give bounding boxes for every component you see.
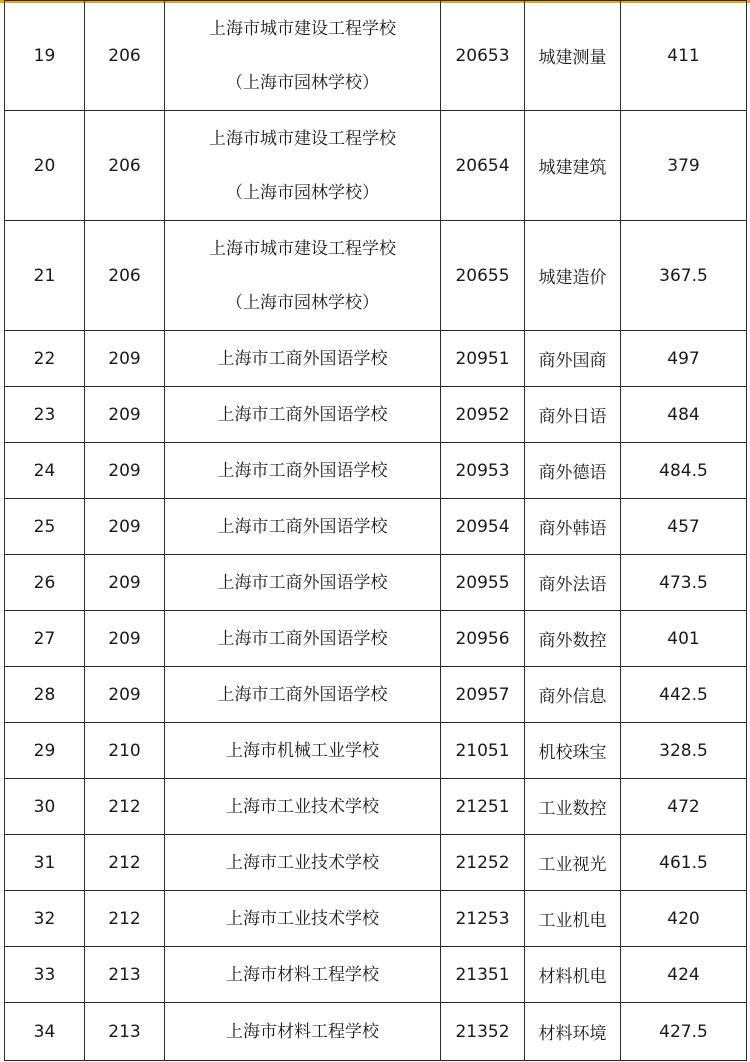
school-name-line: 上海市机械工业学校 xyxy=(226,740,379,761)
table-row xyxy=(5,221,747,331)
table-row xyxy=(5,331,747,387)
row-index-cell: 22 xyxy=(5,331,85,387)
cutoff-score-cell: 484.5 xyxy=(621,443,747,499)
school-name-cell xyxy=(165,1003,441,1061)
school-code-cell: 212 xyxy=(85,835,165,891)
cutoff-score-cell: 442.5 xyxy=(621,667,747,723)
table-row xyxy=(5,891,747,947)
school-code-cell: 209 xyxy=(85,331,165,387)
row-index-cell: 31 xyxy=(5,835,85,891)
school-name-line: 上海市工业技术学校 xyxy=(226,852,379,873)
row-index-cell: 24 xyxy=(5,443,85,499)
row-index-cell: 26 xyxy=(5,555,85,611)
major-name-cell: 城建建筑 xyxy=(525,111,621,221)
school-name-cell xyxy=(165,1,441,111)
school-name-cell xyxy=(165,947,441,1003)
major-code-cell: 21251 xyxy=(441,779,525,835)
major-code-cell: 21253 xyxy=(441,891,525,947)
row-index-cell: 30 xyxy=(5,779,85,835)
cutoff-score-cell: 367.5 xyxy=(621,221,747,331)
major-code-cell: 21351 xyxy=(441,947,525,1003)
table-row xyxy=(5,1,747,111)
school-name-cell xyxy=(165,221,441,331)
row-index-cell: 27 xyxy=(5,611,85,667)
school-name-line: 上海市材料工程学校 xyxy=(226,1021,379,1042)
school-code-cell: 206 xyxy=(85,111,165,221)
table-row xyxy=(5,779,747,835)
major-code-cell: 20956 xyxy=(441,611,525,667)
school-name-line: 上海市工商外国语学校 xyxy=(217,348,388,369)
school-code-cell: 209 xyxy=(85,387,165,443)
row-index-cell: 25 xyxy=(5,499,85,555)
school-name-cell xyxy=(165,611,441,667)
cutoff-score-cell: 379 xyxy=(621,111,747,221)
major-code-cell: 21352 xyxy=(441,1003,525,1061)
school-code-cell: 206 xyxy=(85,221,165,331)
school-code-cell: 209 xyxy=(85,667,165,723)
school-alias-line: （上海市园林学校） xyxy=(226,292,379,313)
admission-scores-table xyxy=(4,0,747,1061)
major-code-cell: 20952 xyxy=(441,387,525,443)
major-name-cell: 商外日语 xyxy=(525,387,621,443)
cutoff-score-cell: 484 xyxy=(621,387,747,443)
row-index-cell: 32 xyxy=(5,891,85,947)
school-name-line: 上海市工业技术学校 xyxy=(226,796,379,817)
row-index-cell: 21 xyxy=(5,221,85,331)
school-name-line: 上海市工商外国语学校 xyxy=(217,572,388,593)
major-code-cell: 20954 xyxy=(441,499,525,555)
table-row xyxy=(5,723,747,779)
school-code-cell: 209 xyxy=(85,443,165,499)
cutoff-score-cell: 457 xyxy=(621,499,747,555)
cutoff-score-cell: 473.5 xyxy=(621,555,747,611)
cutoff-score-cell: 497 xyxy=(621,331,747,387)
major-name-cell: 工业视光 xyxy=(525,835,621,891)
table-row xyxy=(5,947,747,1003)
school-name-cell xyxy=(165,891,441,947)
major-code-cell: 21252 xyxy=(441,835,525,891)
cutoff-score-cell: 420 xyxy=(621,891,747,947)
row-index-cell: 33 xyxy=(5,947,85,1003)
cutoff-score-cell: 427.5 xyxy=(621,1003,747,1061)
school-name-line: 上海市工业技术学校 xyxy=(226,908,379,929)
school-code-cell: 213 xyxy=(85,1003,165,1061)
table-row xyxy=(5,111,747,221)
major-code-cell: 20654 xyxy=(441,111,525,221)
major-name-cell: 工业机电 xyxy=(525,891,621,947)
major-code-cell: 20653 xyxy=(441,1,525,111)
row-index-cell: 19 xyxy=(5,1,85,111)
school-name-line: 上海市材料工程学校 xyxy=(226,964,379,985)
cutoff-score-cell: 401 xyxy=(621,611,747,667)
major-name-cell: 材料环境 xyxy=(525,1003,621,1061)
school-code-cell: 206 xyxy=(85,1,165,111)
row-index-cell: 28 xyxy=(5,667,85,723)
school-name-line: 上海市城市建设工程学校 xyxy=(209,128,396,149)
row-index-cell: 20 xyxy=(5,111,85,221)
school-name-cell xyxy=(165,111,441,221)
major-name-cell: 城建测量 xyxy=(525,1,621,111)
school-code-cell: 209 xyxy=(85,611,165,667)
major-name-cell: 材料机电 xyxy=(525,947,621,1003)
major-code-cell: 20957 xyxy=(441,667,525,723)
table-row xyxy=(5,611,747,667)
school-alias-line: （上海市园林学校） xyxy=(226,72,379,93)
school-code-cell: 209 xyxy=(85,555,165,611)
table-row xyxy=(5,499,747,555)
major-name-cell: 商外信息 xyxy=(525,667,621,723)
major-name-cell: 城建造价 xyxy=(525,221,621,331)
school-name-cell xyxy=(165,331,441,387)
major-name-cell: 机校珠宝 xyxy=(525,723,621,779)
major-name-cell: 商外德语 xyxy=(525,443,621,499)
row-index-cell: 34 xyxy=(5,1003,85,1061)
school-name-cell xyxy=(165,779,441,835)
major-code-cell: 20951 xyxy=(441,331,525,387)
school-name-line: 上海市城市建设工程学校 xyxy=(209,18,396,39)
school-name-line: 上海市工商外国语学校 xyxy=(217,684,388,705)
school-name-cell xyxy=(165,723,441,779)
school-code-cell: 212 xyxy=(85,779,165,835)
major-name-cell: 商外数控 xyxy=(525,611,621,667)
cutoff-score-cell: 461.5 xyxy=(621,835,747,891)
major-code-cell: 20953 xyxy=(441,443,525,499)
school-code-cell: 212 xyxy=(85,891,165,947)
cutoff-score-cell: 472 xyxy=(621,779,747,835)
major-code-cell: 21051 xyxy=(441,723,525,779)
major-code-cell: 20655 xyxy=(441,221,525,331)
table-row xyxy=(5,667,747,723)
school-name-line: 上海市工商外国语学校 xyxy=(217,628,388,649)
major-name-cell: 商外国商 xyxy=(525,331,621,387)
school-name-cell xyxy=(165,667,441,723)
major-code-cell: 20955 xyxy=(441,555,525,611)
school-code-cell: 213 xyxy=(85,947,165,1003)
school-name-line: 上海市工商外国语学校 xyxy=(217,404,388,425)
school-name-cell xyxy=(165,387,441,443)
school-code-cell: 209 xyxy=(85,499,165,555)
school-name-cell xyxy=(165,443,441,499)
cutoff-score-cell: 328.5 xyxy=(621,723,747,779)
major-name-cell: 商外法语 xyxy=(525,555,621,611)
table-row xyxy=(5,443,747,499)
major-name-cell: 工业数控 xyxy=(525,779,621,835)
major-name-cell: 商外韩语 xyxy=(525,499,621,555)
school-name-line: 上海市工商外国语学校 xyxy=(217,460,388,481)
row-index-cell: 29 xyxy=(5,723,85,779)
table-row xyxy=(5,835,747,891)
school-name-line: 上海市工商外国语学校 xyxy=(217,516,388,537)
school-name-cell xyxy=(165,499,441,555)
table-row xyxy=(5,555,747,611)
row-index-cell: 23 xyxy=(5,387,85,443)
table-row xyxy=(5,387,747,443)
school-alias-line: （上海市园林学校） xyxy=(226,182,379,203)
school-name-cell xyxy=(165,555,441,611)
cutoff-score-cell: 424 xyxy=(621,947,747,1003)
cutoff-score-cell: 411 xyxy=(621,1,747,111)
school-name-cell xyxy=(165,835,441,891)
school-name-line: 上海市城市建设工程学校 xyxy=(209,238,396,259)
table-row xyxy=(5,1003,747,1061)
school-code-cell: 210 xyxy=(85,723,165,779)
